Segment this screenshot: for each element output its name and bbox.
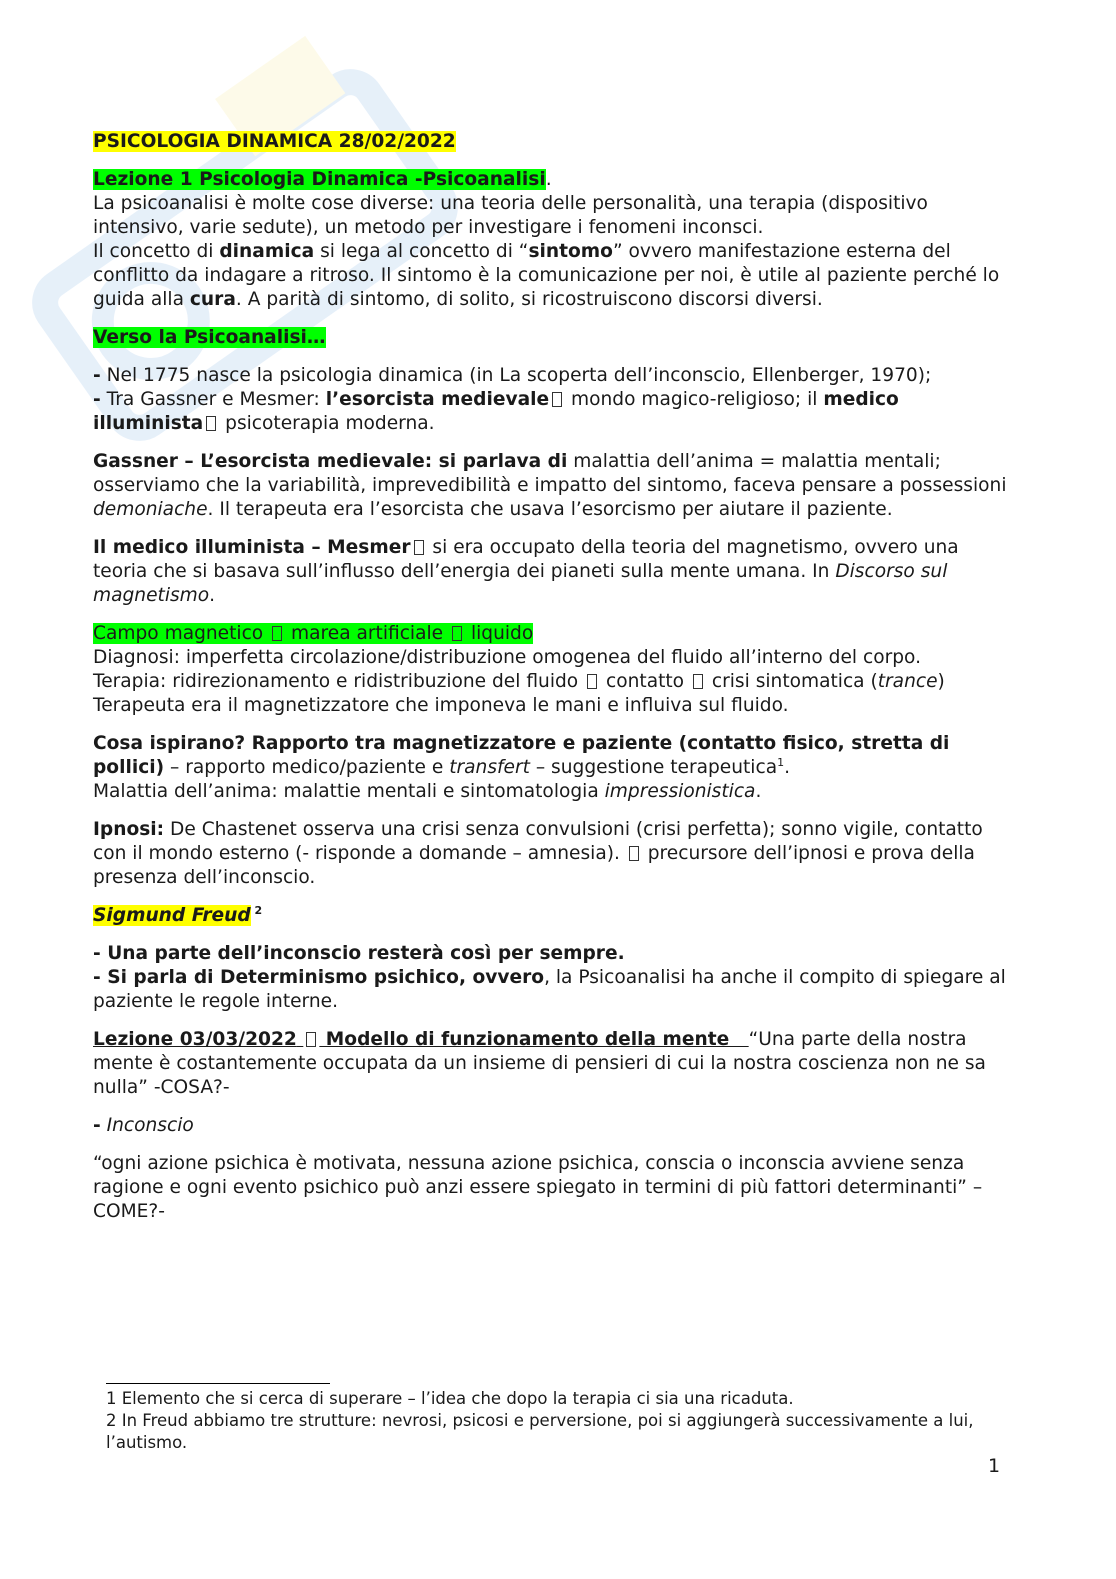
mesmer-paragraph: [93, 536, 1013, 608]
missing-glyph-box-icon: [693, 674, 703, 689]
italic-transfert: transfert: [449, 757, 530, 778]
diagnosi-line: [93, 646, 1013, 670]
document-title: PSICOLOGIA DINAMICA 28/02/2022: [93, 131, 456, 152]
page-number: 1: [988, 1455, 1001, 1477]
text-run: “Una parte della nostra mente è costantemente occupata da un insieme di pensieri di cui la nostra coscienza non ne sa nulla” -COSA?-: [93, 1029, 986, 1098]
footnote-separator: [106, 1383, 330, 1384]
bold-dinamica: dinamica: [219, 241, 315, 262]
terapeuta-line: [93, 694, 1013, 718]
terapia-line: [93, 670, 1013, 694]
text-run: Modello di funzionamento della mente: [319, 1029, 749, 1050]
footnote-2: 2 In Freud abbiamo tre strutture: nevrosi, psicosi e perversione, poi si aggiungerà successivamente a lui, l’autismo.: [106, 1411, 974, 1452]
bullet-dash: -: [93, 365, 101, 386]
footnotes: [106, 1388, 986, 1454]
freud-line-2: [93, 966, 1013, 1014]
intro-paragraph: [93, 192, 1013, 240]
bullet-dash: -: [93, 1115, 101, 1136]
text-run: ” ovvero manifestazione esterna del conflitto da indagare a ritroso. Il sintomo è la comunicazione per noi, è utile al paziente perché lo guida alla: [93, 241, 1000, 310]
text-run: Diagnosi: imperfetta circolazione/distribuzione omogenea del fluido all’interno del corpo.: [93, 647, 921, 668]
missing-glyph-box-icon: [629, 846, 639, 861]
footnote-ref-1[interactable]: 1: [777, 755, 785, 769]
text-run: Il concetto di: [93, 241, 220, 262]
italic-demoniache: demoniache: [93, 499, 208, 520]
freud-heading: Sigmund Freud: [93, 905, 251, 926]
bullet-dash: -: [93, 389, 101, 410]
document-body: [93, 130, 1013, 1238]
text-run: . A parità di sintomo, di solito, si ricostruiscono discorsi diversi.: [235, 289, 823, 310]
list-item: [93, 388, 1013, 436]
text-run: Tra Gassner e Mesmer:: [100, 389, 326, 410]
section-heading-verso: Verso la Psicoanalisi…: [93, 327, 326, 348]
campo-magnetico-heading: [93, 623, 533, 644]
text-run: malattia dell’anima = malattia mentali; osserviamo che la variabilità, imprevedibilità e impatto del sintomo, faceva pensare a possessioni: [93, 451, 1007, 496]
italic-discorso: Discorso sul magnetismo: [93, 561, 948, 606]
ipnosi-paragraph: [93, 818, 1013, 890]
missing-glyph-box-icon: [552, 392, 562, 407]
text-run: marea artificiale: [291, 623, 444, 644]
gassner-paragraph: [93, 450, 1013, 522]
bold-text: - Si parla di Determinismo psichico, ovvero: [93, 967, 545, 988]
bold-esorcista: l’esorcista medievale: [325, 389, 550, 410]
text-run: Terapia: ridirezionamento e ridistribuzione del fluido: [93, 671, 579, 692]
text-run: – suggestione terapeutica: [529, 757, 778, 778]
text-run: Nel 1775 nasce la psicologia dinamica (in La scoperta dell’inconscio, Ellenberger, 1970);: [100, 365, 932, 386]
missing-glyph-box-icon: [306, 1032, 316, 1047]
missing-glyph-box-icon: [587, 674, 597, 689]
italic-inconscio: Inconscio: [100, 1115, 194, 1136]
lezione2-heading: [93, 1029, 749, 1050]
bold-mesmer: Il medico illuminista – Mesmer: [93, 537, 411, 558]
quote-paragraph: [93, 1152, 1013, 1224]
text-run: .: [209, 585, 216, 606]
text-run: .: [784, 757, 791, 778]
bold-ispirano: Cosa ispirano? Rapporto tra magnetizzatore e paziente (contatto fisico, stretta di pollici): [93, 733, 950, 778]
bold-cura: cura: [189, 289, 236, 310]
lezione2-paragraph: [93, 1028, 1013, 1100]
list-item: [93, 364, 1013, 388]
text-run: mondo magico-religioso; il: [565, 389, 824, 410]
freud-line-1: [93, 942, 1013, 966]
inconscio-line: [93, 1114, 1013, 1138]
bold-sintomo: sintomo: [528, 241, 613, 262]
text-run: si lega al concetto di “: [314, 241, 529, 262]
text-run: precursore dell’ipnosi e prova della presenza dell’inconscio.: [93, 843, 975, 888]
missing-glyph-box-icon: [206, 416, 216, 431]
footnote-ref-2[interactable]: 2: [250, 903, 263, 917]
text-run: De Chastenet osserva una crisi senza convulsioni (crisi perfetta); sonno vigile, contatto con il mondo esterno (- risponde a domande – amnesia).: [93, 819, 983, 864]
text-run: Campo magnetico: [93, 623, 264, 644]
text-run: “ogni azione psichica è motivata, nessuna azione psichica, conscia o inconscia avviene senza ragione e ogni evento psichico può anzi essere spiegato in termini di più fattori determinanti” – COME?-: [93, 1153, 983, 1222]
bold-gassner: Gassner – L’esorcista medievale: si parlava di: [93, 451, 568, 472]
lesson1-heading: Lezione 1 Psicologia Dinamica -Psicoanalisi: [93, 169, 546, 190]
text-run: ): [937, 671, 945, 692]
text-run: contatto: [606, 671, 685, 692]
text-run: psicoterapia moderna.: [219, 413, 435, 434]
text-run: – rapporto medico/paziente e: [164, 757, 450, 778]
heading-period: .: [545, 169, 552, 190]
missing-glyph-box-icon: [414, 540, 424, 555]
text-run: .: [755, 781, 762, 802]
missing-glyph-box-icon: [452, 626, 462, 641]
text-run: Terapeuta era il magnetizzatore che imponeva le mani e influiva sul fluido.: [93, 695, 789, 716]
text-run: crisi sintomatica (: [711, 671, 878, 692]
text-run: liquido: [470, 623, 534, 644]
text-run: , la Psicoanalisi ha anche il compito di spiegare al paziente le regole interne.: [93, 967, 1006, 1012]
bold-medico: medico illuminista: [93, 389, 899, 434]
bold-text: - Una parte dell’inconscio resterà così per sempre.: [93, 943, 625, 964]
text-run: Malattia dell’anima: malattie mentali e sintomatologia: [93, 781, 605, 802]
italic-impressionistica: impressionistica: [604, 781, 756, 802]
text-run: . Il terapeuta era l’esorcista che usava l’esorcismo per aiutare il paziente.: [207, 499, 893, 520]
footnote-1: 1 Elemento che si cerca di superare – l’idea che dopo la terapia ci sia una ricaduta.: [106, 1389, 794, 1408]
text-run: si era occupato della teoria del magnetismo, ovvero una teoria che si basava sull’influsso dell’energia dei pianeti sulla mente umana. In: [93, 537, 959, 582]
text-run: Lezione 03/03/2022: [93, 1029, 297, 1050]
italic-trance: trance: [877, 671, 938, 692]
intro-text: La psicoanalisi è molte cose diverse: una teoria delle personalità, una terapia (dispositivo intensivo, varie sedute), un metodo per investigare i fenomeni inconsci.: [93, 193, 928, 238]
dinamica-paragraph: [93, 240, 1013, 312]
ispirano-paragraph: [93, 732, 1013, 804]
missing-glyph-box-icon: [272, 626, 282, 641]
bold-ipnosi: Ipnosi:: [93, 819, 165, 840]
